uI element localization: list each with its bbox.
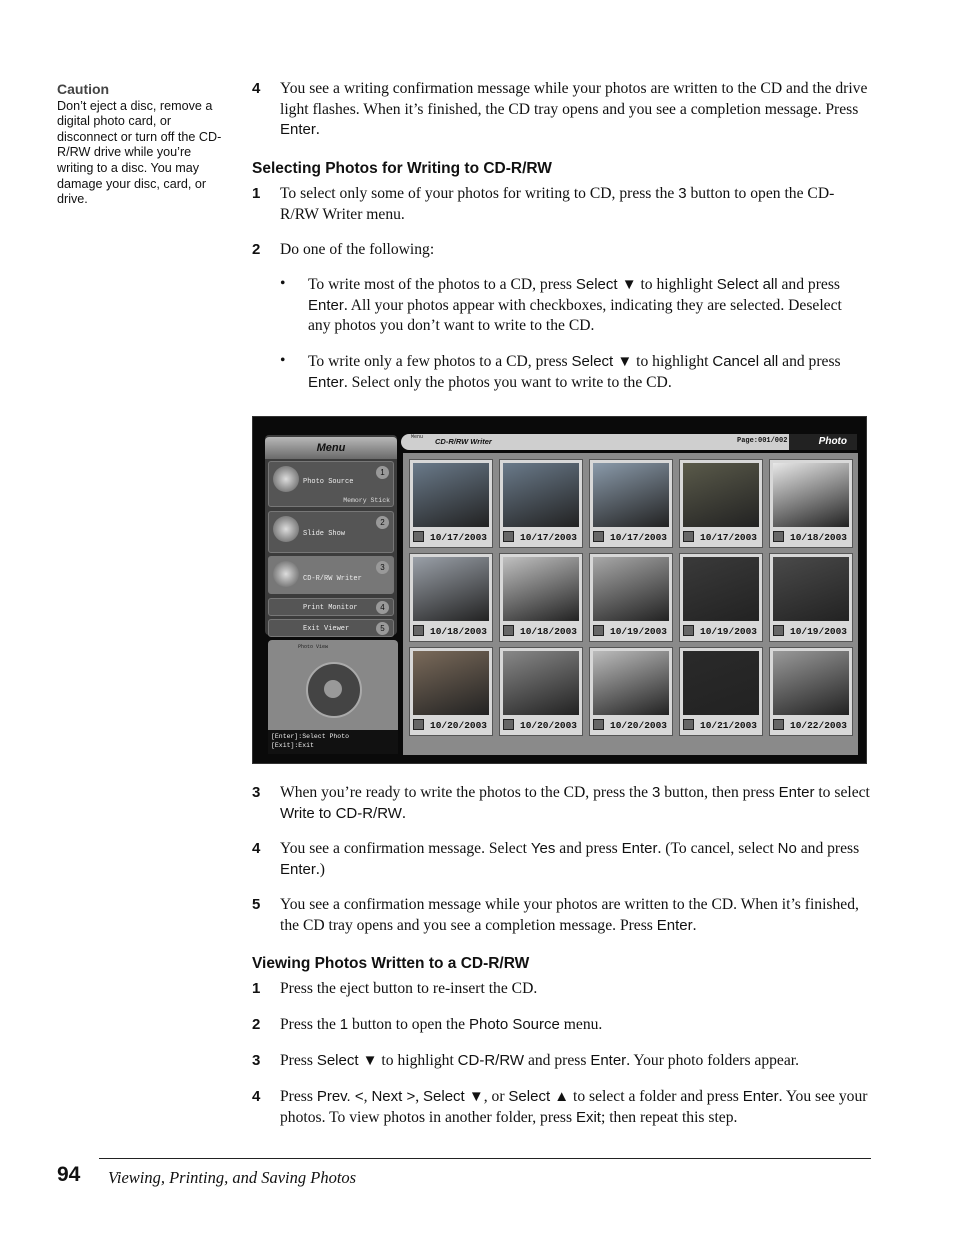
photo-thumbnail-image	[773, 463, 849, 527]
menu-item-number: 1	[376, 466, 389, 479]
select-checkbox[interactable]	[773, 625, 784, 636]
menu-item-label: Slide Show	[303, 530, 346, 538]
caution-title: Caution	[57, 81, 110, 97]
thumbnail[interactable]	[769, 459, 853, 548]
remote-label: Photo View	[298, 644, 329, 650]
photo-thumbnail-image	[503, 557, 579, 621]
cd-writer-screenshot	[252, 416, 867, 764]
photo-date: 10/17/2003	[430, 532, 488, 543]
step-number: 3	[252, 784, 261, 801]
photo-date: 10/20/2003	[430, 720, 488, 731]
step-number: 2	[252, 1016, 261, 1033]
page-indicator: Page:001/002	[737, 437, 788, 445]
select-checkbox[interactable]	[503, 625, 514, 636]
photo-date: 10/19/2003	[610, 626, 668, 637]
step-number: 1	[252, 185, 261, 202]
hint-line: [Enter]:Select Photo	[271, 733, 350, 740]
chapter-title: Viewing, Printing, and Saving Photos	[108, 1168, 357, 1187]
photo-thumbnail-image	[503, 651, 579, 715]
menu-item-label: Print Monitor	[303, 604, 358, 612]
thumbnail[interactable]	[499, 459, 583, 548]
step-text: You see a confirmation message while your photos are written to the CD. When it’s finished, the CD tray opens and you see a completion message. Press Enter.	[280, 896, 859, 934]
menu-item-exit-viewer[interactable]	[268, 619, 394, 637]
disc-icon	[273, 466, 299, 492]
photo-date: 10/17/2003	[610, 532, 668, 543]
page-number: 94	[57, 1163, 81, 1186]
menu-title: Menu	[265, 437, 397, 459]
enter-button-icon	[324, 680, 342, 698]
menu-item-label: Photo Source	[303, 478, 354, 486]
key-hint	[268, 730, 398, 754]
thumbnail[interactable]	[679, 459, 763, 548]
step-text: You see a confirmation message. Select Yes and press Enter. (To cancel, select No and press Enter.)	[280, 840, 860, 878]
photo-thumbnail-image	[503, 463, 579, 527]
menu-item-cd-writer[interactable]	[268, 556, 394, 594]
bullet-text: To write only a few photos to a CD, press Select ▼ to highlight Cancel all and press Enter. Select only the photos you want to write to the CD.	[308, 353, 841, 391]
photo-date: 10/22/2003	[790, 720, 848, 731]
thumbnail[interactable]	[679, 553, 763, 642]
photo-thumbnail-image	[593, 463, 669, 527]
bullet: •	[280, 352, 286, 369]
thumbnail[interactable]	[589, 459, 673, 548]
menu-item-photo-source[interactable]	[268, 461, 394, 507]
photo-date: 10/19/2003	[790, 626, 848, 637]
thumbnail[interactable]	[409, 647, 493, 736]
select-checkbox[interactable]	[413, 531, 424, 542]
menu-item-number: 2	[376, 516, 389, 529]
step-text: To select only some of your photos for writing to CD, press the 3 button to open the CD-R/RW Writer menu.	[280, 185, 835, 223]
photo-thumbnail-image	[773, 557, 849, 621]
thumbnail[interactable]	[769, 647, 853, 736]
step-number: 4	[252, 1088, 261, 1105]
bullet: •	[280, 275, 286, 292]
menu-item-label: CD-R/RW Writer	[303, 575, 362, 583]
step-number: 3	[252, 1052, 261, 1069]
step-number: 1	[252, 980, 261, 997]
select-checkbox[interactable]	[413, 625, 424, 636]
bullet-text: To write most of the photos to a CD, press Select ▼ to highlight Select all and press Enter. All your photos appear with checkboxes, indicating they are selected. Deselect any photos you don’t want to write to the CD.	[308, 276, 842, 334]
section-heading: Selecting Photos for Writing to CD-R/RW	[252, 160, 552, 177]
photo-date: 10/21/2003	[700, 720, 758, 731]
step-text: When you’re ready to write the photos to the CD, press the 3 button, then press Enter to select Write to CD-R/RW.	[280, 784, 870, 822]
photo-thumbnail-image	[593, 651, 669, 715]
thumbnail[interactable]	[409, 459, 493, 548]
menu-item-number: 3	[376, 561, 389, 574]
hint-line: [Exit]:Exit	[271, 742, 314, 749]
step-number: 4	[252, 840, 261, 857]
select-checkbox[interactable]	[413, 719, 424, 730]
photo-date: 10/18/2003	[430, 626, 488, 637]
remote-control-graphic	[268, 640, 398, 740]
thumbnail[interactable]	[499, 553, 583, 642]
step-text: Press the 1 button to open the Photo Source menu.	[280, 1016, 603, 1033]
photo-date: 10/18/2003	[790, 532, 848, 543]
select-checkbox[interactable]	[593, 719, 604, 730]
section-heading: Viewing Photos Written to a CD-R/RW	[252, 955, 530, 972]
photo-thumbnail-image	[593, 557, 669, 621]
photo-date: 10/19/2003	[700, 626, 758, 637]
photo-thumbnail-image	[413, 651, 489, 715]
header-title: CD-R/RW Writer	[435, 437, 492, 446]
photo-thumbnail-image	[773, 651, 849, 715]
select-checkbox[interactable]	[683, 719, 694, 730]
step-number: 5	[252, 896, 261, 913]
select-checkbox[interactable]	[503, 719, 514, 730]
select-checkbox[interactable]	[683, 531, 694, 542]
photo-thumbnail-image	[413, 463, 489, 527]
select-checkbox[interactable]	[593, 625, 604, 636]
thumbnail[interactable]	[769, 553, 853, 642]
slideshow-icon	[273, 516, 299, 542]
cd-icon	[273, 561, 299, 587]
thumbnail[interactable]	[589, 553, 673, 642]
photo-thumbnail-image	[413, 557, 489, 621]
photo-date: 10/18/2003	[520, 626, 578, 637]
caution-note	[57, 82, 227, 208]
step-number: 2	[252, 241, 261, 258]
photo-date: 10/20/2003	[610, 720, 668, 731]
select-checkbox[interactable]	[593, 531, 604, 542]
menu-item-sub: Memory Stick	[343, 497, 390, 504]
photo-tab: Photo	[818, 436, 847, 447]
thumbnail[interactable]	[409, 553, 493, 642]
menu-item-label: Exit Viewer	[303, 625, 350, 633]
select-checkbox[interactable]	[773, 531, 784, 542]
select-checkbox[interactable]	[683, 625, 694, 636]
header-menu-label: Menu	[411, 434, 424, 440]
thumbnail[interactable]	[679, 647, 763, 736]
menu-item-number: 4	[376, 601, 389, 614]
thumbnail[interactable]	[499, 647, 583, 736]
footer-rule	[99, 1158, 871, 1159]
step-text: Do one of the following:	[280, 241, 435, 258]
photo-thumbnail-image	[683, 463, 759, 527]
menu-item-number: 5	[376, 622, 389, 635]
step-text: Press the eject button to re-insert the CD.	[280, 980, 538, 997]
menu-panel	[265, 435, 397, 635]
photo-thumbnail-image	[683, 651, 759, 715]
select-checkbox[interactable]	[503, 531, 514, 542]
photo-date: 10/17/2003	[700, 532, 758, 543]
photo-date: 10/20/2003	[520, 720, 578, 731]
thumbnail-grid	[403, 453, 858, 755]
photo-thumbnail-image	[683, 557, 759, 621]
step-number: 4	[252, 80, 261, 97]
menu-item-slide-show[interactable]	[268, 511, 394, 553]
thumbnail[interactable]	[589, 647, 673, 736]
step-text: Press Select ▼ to highlight CD-R/RW and press Enter. Your photo folders appear.	[280, 1052, 799, 1069]
caution-text: Don’t eject a disc, remove a digital photo card, or disconnect or turn off the CD-R/RW drive while you’re writing to a disc. You may damage your disc, card, or drive.	[57, 98, 222, 207]
step-text: Press Prev. <, Next >, Select ▼, or Select ▲ to select a folder and press Enter. You see your photos. To view photos in another folder, press Exit; then repeat this step.	[280, 1088, 868, 1126]
select-checkbox[interactable]	[773, 719, 784, 730]
menu-item-print-monitor[interactable]	[268, 598, 394, 616]
writer-header	[401, 434, 857, 450]
step-text: You see a writing confirmation message while your photos are written to the CD and the drive light flashes. When it’s finished, the CD tray opens and you see a completion message. Press Enter.	[280, 80, 868, 138]
photo-date: 10/17/2003	[520, 532, 578, 543]
